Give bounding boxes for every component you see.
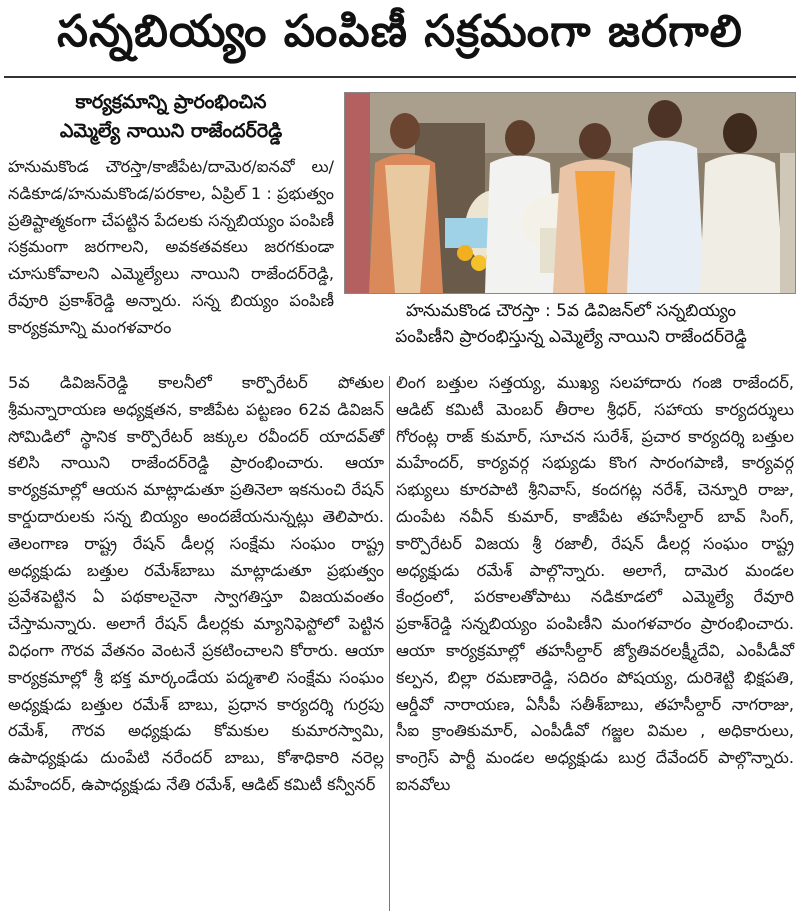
article-column-2: [396, 370, 794, 799]
photo-caption: [348, 298, 794, 350]
news-photo: [344, 92, 796, 294]
column-divider: [389, 376, 390, 911]
caption-line-1: హనుమకొండ చౌరస్తా : 5వ డివిజన్‌లో సన్నబియ్యం: [405, 301, 737, 321]
subheadline-line-2: ఎమ్మెల్యే నాయిని రాజేందర్‌రెడ్డి: [59, 120, 283, 142]
headline-rule: [4, 76, 796, 78]
headline: సన్నబియ్యం పంపిణీ సక్రమంగా జరగాలి: [57, 6, 743, 57]
article-text: హనుమకొండ చౌరస్తా/కాజీపేట/దామెర/ఐనవో లు/నడికూడ/హనుమకొండ/పరకాల, ఏప్రిల్ 1 : ప్రభుత్వం ప్రతిష్టాత్మకంగా చేపట్టిన పేదలకు సన్నబియ్యం పంపిణీ సక్రమంగా జరగాలని, అవకతవకలు జరగకుండా చూసుకోవాలని ఎమ్మెల్యేలు నాయిని రాజేందర్‌రెడ్డి, రేవూరి ప్రకాశ్‌రెడ్డి అన్నారు. సన్న బియ్యం పంపిణీ కార్యక్రమాన్ని మంగళవారం: [8, 157, 334, 337]
subheadline-line-1: కార్యక్రమాన్ని ప్రారంభించిన: [75, 91, 267, 113]
caption-line-2: పంపిణీని ప్రారంభిస్తున్న ఎమ్మెల్యే నాయిని రాజేందర్‌రెడ్డి: [395, 327, 747, 347]
article-column-1-top: [8, 154, 334, 342]
rice-distribution-photo: [345, 93, 795, 293]
article-text: లింగ బత్తుల సత్తయ్య, ముఖ్య సలహాదారు గంజి రాజేందర్, ఆడిట్ కమిటీ మెంబర్ తీరాల శ్రీధర్, సహాయ కార్యదర్శులు గోరంట్ల రాజ్ కుమార్, సూచన సురేశ్, ప్రచార కార్యదర్శి బత్తుల మహేందర్, కార్యవర్గ సభ్యుడు కొంగ సారంగపాణి, కార్యవర్గ సభ్యులు కూరపాటి శ్రీనివాస్, కందగట్ల నరేశ్, చెన్నూరి రాజు, దుంపేట నవీన్ కుమార్, కాజీపేట తహసీల్దార్ బావ్ సింగ్, కార్పొరేటర్ విజయ శ్రీ రజాలీ, రేషన్ డీలర్ల సంఘం రాష్ట్ర అధ్యక్షుడు రమేశ్ పాల్గొన్నారు. అలాగే, దామెర మండల కేంద్రంలో, పరకాలతోపాటు నడికూడలో ఎమ్మెల్యే రేవూరి ప్రకాశ్‌రెడ్డి సన్నబియ్యం పంపిణీని మంగళవారం ప్రారంభించారు. ఆయా కార్యక్రమాల్లో తహసీల్దార్ జ్యోతివరలక్ష్మీదేవి, ఎంపీడీవో కల్పన, బిల్లా రమణారెడ్డి, సదిరం పోషయ్య, దురిశెట్టి భిక్షపతి, ఆర్డీవో నారాయణ, ఏసీపీ సతీశ్‌బాబు, తహసీల్దార్ నాగరాజు, సీఐ క్రాంతికుమార్, ఎంపీడీవో గజ్జల విమల , అధికారులు, కాంగ్రెస్ పార్టీ మండల అధ్యక్షుడు బుర్ర దేవేందర్ పాల్గొన్నారు. ఐనవోలు: [396, 373, 794, 794]
article-text: 5వ డివిజన్‌రెడ్డి కాలనీలో కార్పొరేటర్ పోతుల శ్రీమన్నారాయణ అధ్యక్షతన, కాజీపేట పట్టణం 62వ డివిజన్ సోమిడిలో స్థానిక కార్పొరేటర్ జక్కుల రవీందర్ యాదవ్‌తో కలిసి నాయిని రాజేందర్‌రెడ్డి ప్రారంభించారు. ఆయా కార్యక్రమాల్లో ఆయన మాట్లాడుతూ ప్రతినెలా ఇకనుంచి రేషన్ కార్డుదారులకు సన్న బియ్యం అందజేయనున్నట్లు తెలిపారు. తెలంగాణ రాష్ట్ర రేషన్ డీలర్ల సంక్షేమ సంఘం రాష్ట్ర అధ్యక్షుడు బత్తుల రమేశ్‌బాబు మాట్లాడుతూ ప్రభుత్వం ప్రవేశపెట్టిన ఏ పథకాలనైనా స్వాగతిస్తూ విజయవంతం చేస్తామన్నారు. అలాగే రేషన్ డీలర్లకు మ్యానిఫెస్టోలో పెట్టిన విధంగా గౌరవ వేతనం వెంటనే ప్రకటించాలని కోరారు. ఆయా కార్యక్రమాల్లో శ్రీ భక్త మార్కండేయ పద్మశాలి సంక్షేమ సంఘం అధ్యక్షుడు బత్తుల రమేశ్ బాబు, ప్రధాన కార్యదర్శి గుర్రపు రమేశ్, గౌరవ అధ్యక్షుడు కోమకుల కుమారస్వామి, ఉపాధ్యక్షుడు దుంపేటి నరేందర్ బాబు, కోశాధికారి నరెల్ల మహేందర్, ఉపాధ్యక్షుడు నేతి రమేశ్, ఆడిట్ కమిటీ కన్వీనర్: [8, 373, 384, 794]
article-column-1-bottom: [8, 370, 384, 799]
subheadline: [8, 88, 334, 146]
